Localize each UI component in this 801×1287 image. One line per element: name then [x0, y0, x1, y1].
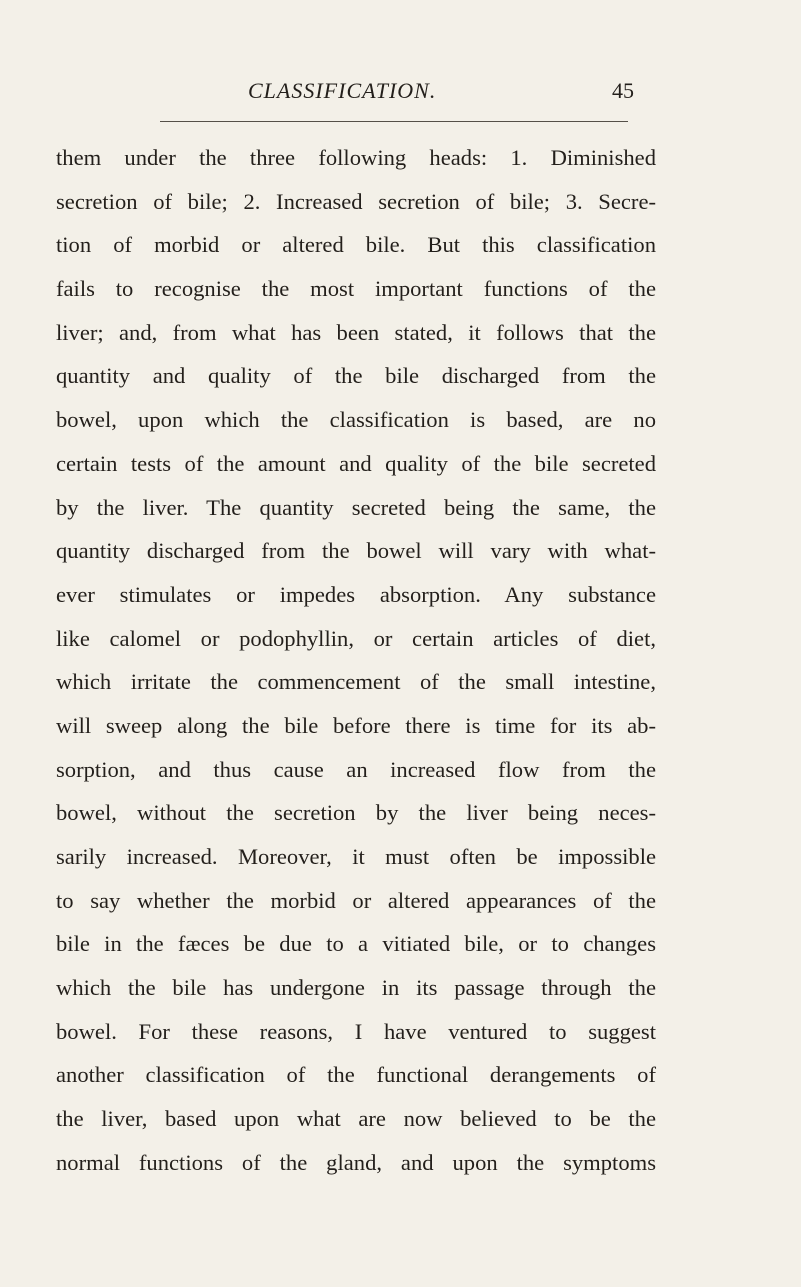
- text-line: the liver, based upon what are now believed to be the: [56, 1106, 656, 1132]
- text-line: sorption, and thus cause an increased flow from the: [56, 756, 656, 782]
- text-line: fails to recognise the most important functions of the: [56, 276, 656, 302]
- text-line: quantity and quality of the bile discharged from the: [56, 363, 656, 389]
- text-line: like calomel or podophyllin, or certain articles of diet,: [56, 625, 656, 651]
- text-line: bowel, upon which the classification is based, are no: [56, 407, 656, 433]
- text-line: certain tests of the amount and quality of the bile secreted: [56, 450, 656, 476]
- text-line: them under the three following heads: 1. Diminished: [56, 145, 656, 170]
- text-line: will sweep along the bile before there is time for its ab-: [56, 712, 656, 738]
- text-line: tion of morbid or altered bile. But this classification: [56, 232, 656, 258]
- body-text: [56, 136, 656, 1185]
- text-line: liver; and, from what has been stated, it follows that the: [56, 319, 656, 345]
- text-line: which the bile has undergone in its passage through the: [56, 975, 656, 1001]
- text-line: bowel. For these reasons, I have ventured to suggest: [56, 1018, 656, 1044]
- header-rule: [160, 121, 628, 122]
- text-line: by the liver. The quantity secreted being the same, the: [56, 494, 656, 520]
- text-line: ever stimulates or impedes absorption. Any substance: [56, 581, 656, 607]
- text-line: secretion of bile; 2. Increased secretion of bile; 3. Secre-: [56, 188, 656, 214]
- text-line: to say whether the morbid or altered appearances of the: [56, 887, 656, 913]
- text-line: normal functions of the gland, and upon the symptoms: [56, 1149, 656, 1175]
- text-line: sarily increased. Moreover, it must often be impossible: [56, 844, 656, 869]
- text-line: bile in the fæces be due to a vitiated bile, or to changes: [56, 931, 656, 957]
- running-title: CLASSIFICATION.: [248, 78, 437, 103]
- text-line: another classification of the functional derangements of: [56, 1062, 656, 1088]
- text-line: which irritate the commencement of the small intestine,: [56, 669, 656, 695]
- text-line: bowel, without the secretion by the liver being neces-: [56, 800, 656, 826]
- page-number: 45: [612, 78, 634, 103]
- running-head: [0, 78, 801, 112]
- text-line: quantity discharged from the bowel will vary with what-: [56, 538, 656, 564]
